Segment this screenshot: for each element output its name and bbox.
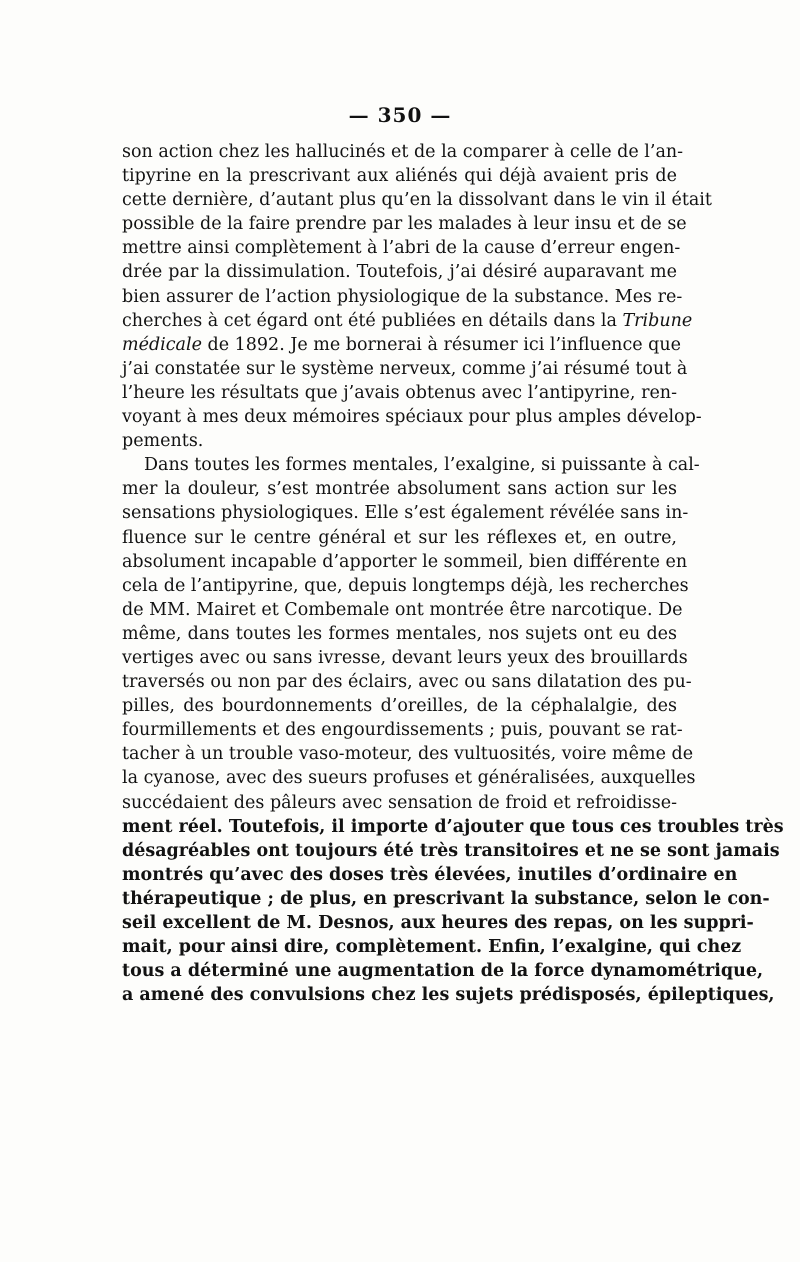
- journal-title: Tribune: [622, 310, 693, 331]
- text-line: ment réel. Toutefois, il importe d’ajouter que tous ces troubles très: [122, 816, 784, 837]
- text-line: cela de l’antipyrine, que, depuis longtemps déjà, les recherches: [122, 575, 689, 596]
- text-segment: cherches à cet égard ont été publiées en détails dans la: [122, 310, 617, 331]
- text-line: bien assurer de l’action physiologique de la substance. Mes re-: [122, 286, 683, 307]
- text-line: pements.: [122, 431, 204, 452]
- text-line: mait, pour ainsi dire, complètement. Enfin, l’exalgine, qui chez: [122, 937, 742, 958]
- text-line: son action chez les hallucinés et de la comparer à celle de l’an-: [122, 142, 684, 162]
- text-segment: de 1892. Je me bornerai à résumer ici l’influence que: [207, 334, 682, 355]
- page-number: — 350 —: [348, 103, 452, 127]
- journal-title: médicale: [122, 334, 202, 355]
- text-line: possible de la faire prendre par les malades à leur insu et de se: [122, 214, 687, 235]
- text-line: absolument incapable d’apporter le sommeil, bien différente en: [122, 551, 688, 572]
- text-line: vertiges avec ou sans ivresse, devant leurs yeux des brouillards: [122, 647, 688, 668]
- text-line: tacher à un trouble vaso-moteur, des vultuosités, voire même de: [122, 744, 694, 765]
- text-line: fourmillements et des engourdissements ; puis, pouvant se rat-: [122, 720, 683, 741]
- text-line: tous a déterminé une augmentation de la force dynamométrique,: [122, 961, 764, 982]
- text-line: l’heure les résultats que j’avais obtenus avec l’antipyrine, ren-: [122, 382, 677, 403]
- text-line: Dans toutes les formes mentales, l’exalgine, si puissante à cal-: [144, 455, 700, 476]
- body-text: [122, 140, 784, 1007]
- text-line: succédaient des pâleurs avec sensation de froid et refroidisse-: [122, 792, 677, 813]
- text-line: désagréables ont toujours été très transitoires et ne se sont jamais: [122, 840, 780, 861]
- text-line: [122, 309, 693, 333]
- text-line: montrés qu’avec des doses très élevées, inutiles d’ordinaire en: [122, 864, 738, 885]
- text-line: seil excellent de M. Desnos, aux heures des repas, on les suppri-: [122, 913, 754, 933]
- text-line: tipyrine en la prescrivant aux aliénés qui déjà avaient pris de: [122, 166, 677, 187]
- text-line: cette dernière, d’autant plus qu’en la dissolvant dans le vin il était: [122, 190, 712, 211]
- text-line: j’ai constatée sur le système nerveux, comme j’ai résumé tout à: [122, 358, 688, 379]
- text-line: mer la douleur, s’est montrée absolument sans action sur les: [122, 479, 677, 500]
- text-line: même, dans toutes les formes mentales, nos sujets ont eu des: [122, 623, 677, 644]
- text-line: la cyanose, avec des sueurs profuses et généralisées, auxquelles: [122, 768, 696, 789]
- text-line: sensations physiologiques. Elle s’est également révélée sans in-: [122, 503, 689, 524]
- text-line: traversés ou non par des éclairs, avec ou sans dilatation des pu-: [122, 672, 692, 693]
- text-line: pilles, des bourdonnements d’oreilles, de la céphalalgie, des: [122, 696, 677, 717]
- text-line: fluence sur le centre général et sur les réflexes et, en outre,: [122, 527, 677, 548]
- text-line: [122, 333, 682, 357]
- text-line: mettre ainsi complètement à l’abri de la cause d’erreur engen-: [122, 238, 681, 259]
- text-line: drée par la dissimulation. Toutefois, j’ai désiré auparavant me: [122, 262, 677, 283]
- text-line: thérapeutique ; de plus, en prescrivant la substance, selon le con-: [122, 888, 770, 909]
- text-line: a amené des convulsions chez les sujets prédisposés, épileptiques,: [122, 985, 775, 1006]
- text-line: voyant à mes deux mémoires spéciaux pour plus amples dévelop-: [122, 407, 702, 428]
- text-line: de MM. Mairet et Combemale ont montrée être narcotique. De: [122, 599, 683, 620]
